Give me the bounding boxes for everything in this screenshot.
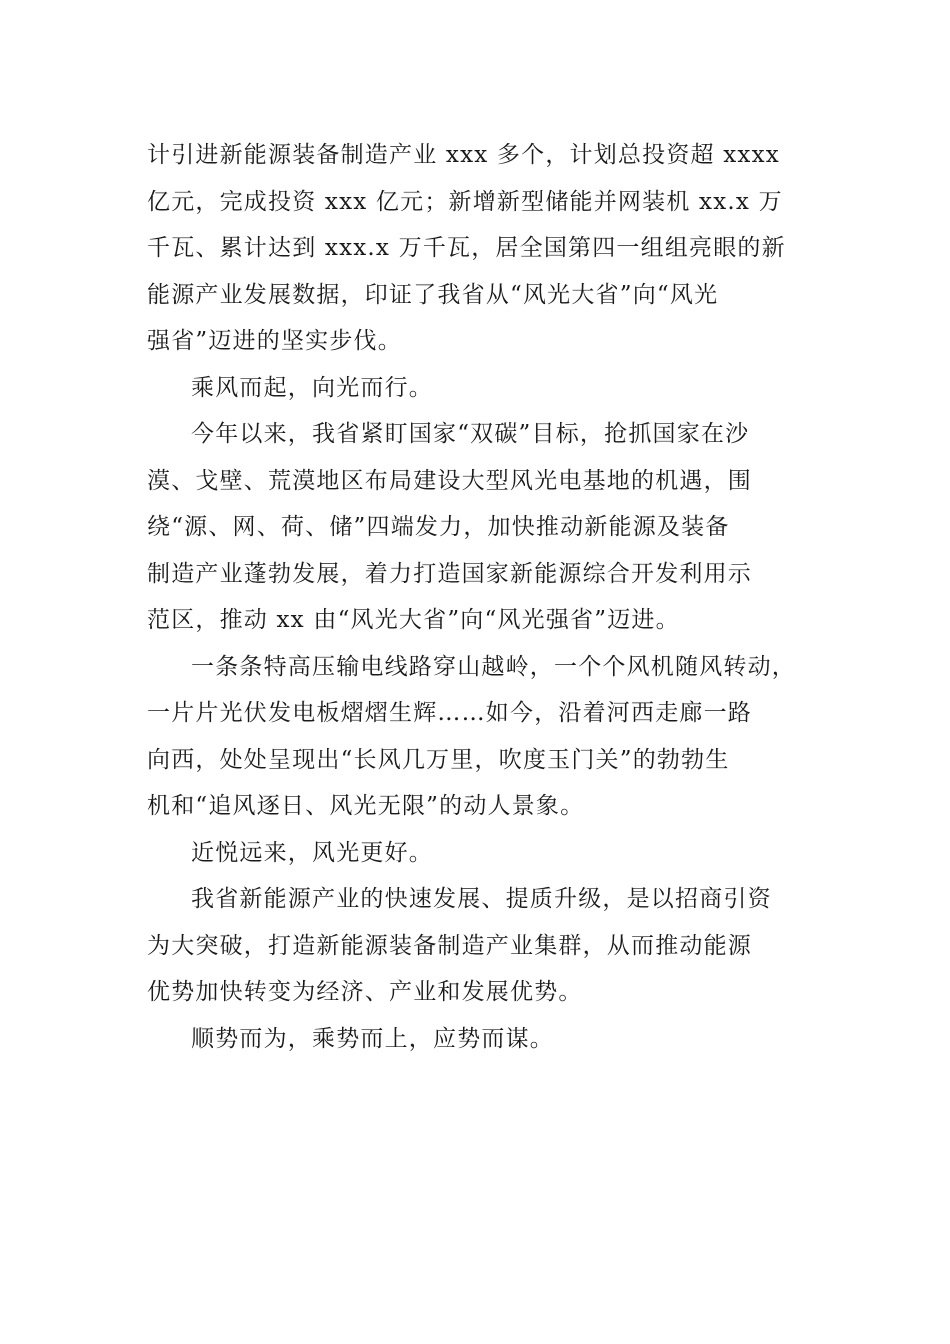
text-line: 制造产业蓬勃发展，着力打造国家新能源综合开发利用示 bbox=[147, 560, 752, 587]
text-line: 优势加快转变为经济、产业和发展优势。 bbox=[147, 979, 583, 1005]
text-line: 千瓦、累计达到 xxx.x 万千瓦，居全国第四一组组亮眼的新 bbox=[147, 235, 786, 261]
text-line: 计引进新能源装备制造产业 xxx 多个，计划总投资超 xxxx bbox=[147, 142, 780, 168]
text-line: 我省新能源产业的快速发展、提质升级，是以招商引资 bbox=[191, 886, 772, 912]
body-text bbox=[147, 132, 817, 1062]
text-line: 向西，处处呈现出“长风几万里，吹度玉门关”的勃勃生 bbox=[147, 746, 730, 773]
text-line: 一片片光伏发电板熠熠生辉……如今，沿着河西走廊一路 bbox=[147, 700, 752, 726]
text-line: 近悦远来，风光更好。 bbox=[191, 839, 433, 866]
text-line: 乘风而起，向光而行。 bbox=[191, 374, 433, 401]
text-line: 为大突破，打造新能源装备制造产业集群，从而推动能源 bbox=[147, 932, 752, 959]
text-line: 今年以来，我省紧盯国家“双碳”目标，抢抓国家在沙 bbox=[191, 421, 750, 447]
text-line: 漠、戈壁、荒漠地区布局建设大型风光电基地的机遇，围 bbox=[147, 467, 752, 494]
text-line: 顺势而为，乘势而上，应势而谋。 bbox=[191, 1025, 554, 1052]
text-line: 一条条特高压输电线路穿山越岭，一个个风机随风转动， bbox=[191, 653, 796, 680]
text-line: 机和“追风逐日、风光无限”的动人景象。 bbox=[147, 793, 585, 819]
text-line: 能源产业发展数据，印证了我省从“风光大省”向“风光 bbox=[147, 281, 719, 308]
text-line: 强省”迈进的坚实步伐。 bbox=[147, 328, 402, 354]
text-line: 范区，推动 xx 由“风光大省”向“风光强省”迈进。 bbox=[147, 607, 680, 633]
text-line: 绕“源、网、荷、储”四端发力，加快推动新能源及装备 bbox=[147, 514, 730, 540]
text-line: 亿元，完成投资 xxx 亿元；新增新型储能并网装机 xx.x 万 bbox=[147, 188, 783, 215]
